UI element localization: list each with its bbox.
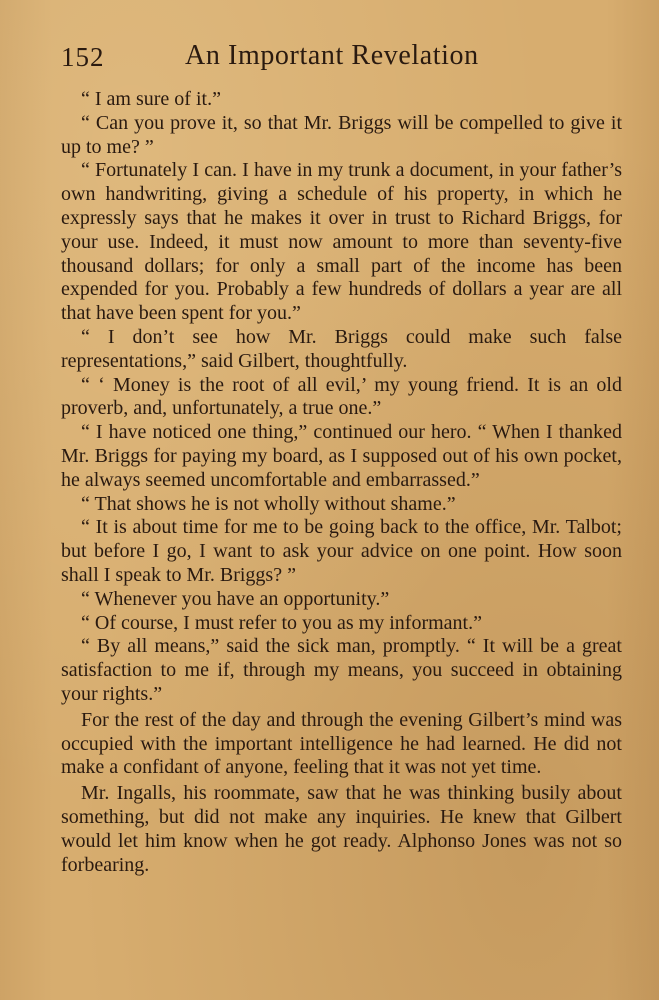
paragraph: “ Whenever you have an opportunity.” xyxy=(81,587,390,610)
paragraph: “ It is about time for me to be going back to the office, Mr. Talbot; but before I go, I want to ask your advice on one point. How soon shall I speak to Mr. Briggs? ” xyxy=(61,516,622,586)
paragraph: “ By all means,” said the sick man, promptly. “ It will be a great satisfaction to me if, through my means, you succeed in obtaining your rights.” xyxy=(61,635,622,705)
paragraph: “ I am sure of it.” xyxy=(81,88,221,110)
paragraph: “ I have noticed one thing,” continued our hero. “ When I thanked Mr. Briggs for paying my board, as I supposed out of his own pocket, he always seemed uncomfortable and embarrassed.” xyxy=(61,421,622,491)
paragraph: “ That shows he is not wholly without shame.” xyxy=(81,492,456,515)
page-header xyxy=(61,0,622,88)
running-title: An Important Revelation xyxy=(185,40,479,71)
paragraph: “ Can you prove it, so that Mr. Briggs will be compelled to give it up to me? ” xyxy=(61,111,622,158)
paragraph: “ Of course, I must refer to you as my informant.” xyxy=(81,611,482,634)
paragraph: “ ‘ Money is the root of all evil,’ my young friend. It is an old proverb, and, unfortunately, a true one.” xyxy=(61,373,622,420)
paragraph: For the rest of the day and through the evening Gilbert’s mind was occupied with the important intelligence he had learned. He did not make a confidant of anyone, feeling that it was not yet time. xyxy=(61,708,622,779)
paragraph: “ I don’t see how Mr. Briggs could make such false representations,” said Gilbert, thoughtfully. xyxy=(61,325,622,372)
body-text xyxy=(61,88,622,877)
page-number: 152 xyxy=(61,42,105,72)
paragraph: “ Fortunately I can. I have in my trunk a document, in your father’s own handwriting, giving a schedule of his property, in which he expressly says that he makes it over in trust to Richard Briggs, for your use. Indeed, it must now amount to more than seventy-five thousand dollars; for only a small part of the income has been expended for you. Probably a few hundreds of dollars a year are all that have been spent for you.” xyxy=(61,159,622,325)
paragraph: Mr. Ingalls, his roommate, saw that he was thinking busily about something, but did not make any inquiries. He knew that Gilbert would let him know when he got ready. Alphonso Jones was not so forbearing. xyxy=(61,782,622,876)
